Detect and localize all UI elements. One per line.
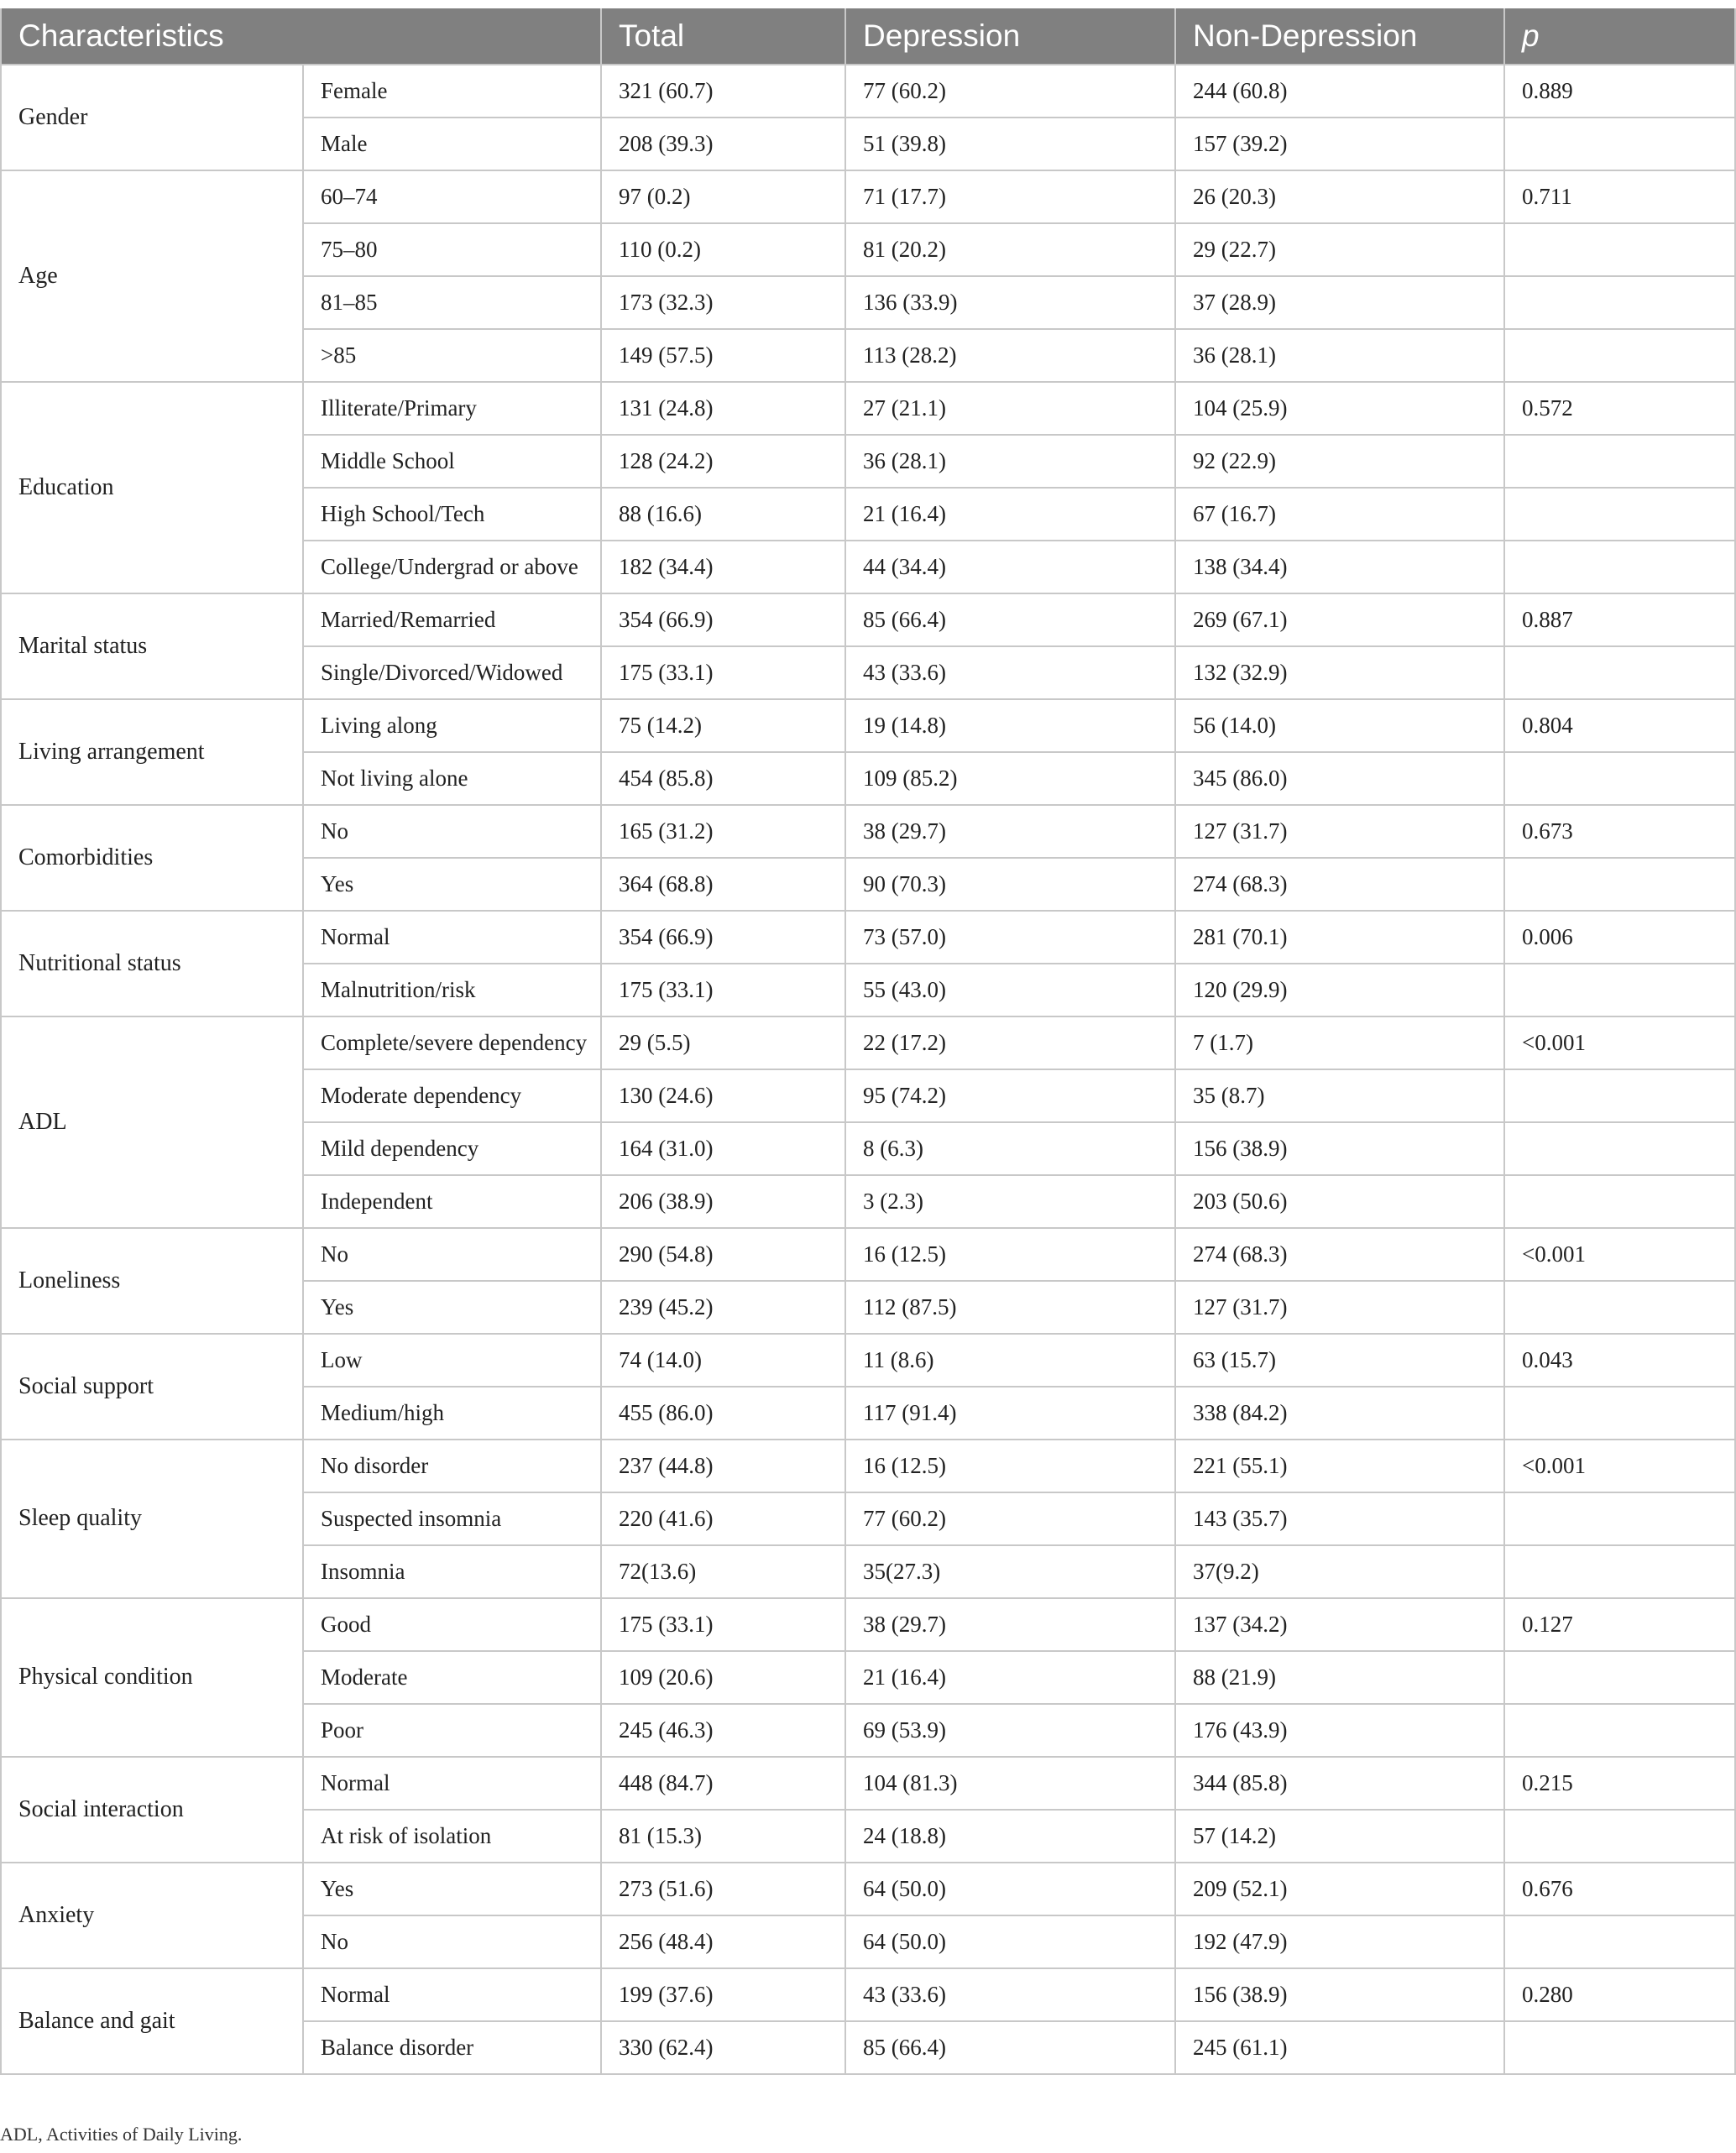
depression-cell: 64 (50.0) — [845, 1915, 1175, 1968]
subcategory-cell: 75–80 — [303, 223, 601, 276]
non-depression-cell: 132 (32.9) — [1175, 646, 1504, 699]
total-cell: 164 (31.0) — [601, 1122, 845, 1175]
non-depression-cell: 203 (50.6) — [1175, 1175, 1504, 1228]
total-cell: 81 (15.3) — [601, 1810, 845, 1863]
p-value-cell — [1504, 1651, 1735, 1704]
non-depression-cell: 120 (29.9) — [1175, 964, 1504, 1016]
total-cell: 75 (14.2) — [601, 699, 845, 752]
depression-cell: 24 (18.8) — [845, 1810, 1175, 1863]
subcategory-cell: High School/Tech — [303, 488, 601, 541]
p-value-cell: 0.711 — [1504, 170, 1735, 223]
depression-cell: 69 (53.9) — [845, 1704, 1175, 1757]
p-value-cell — [1504, 1175, 1735, 1228]
depression-cell: 16 (12.5) — [845, 1228, 1175, 1281]
p-value-cell — [1504, 858, 1735, 911]
header-characteristics: Characteristics — [1, 8, 601, 65]
depression-cell: 85 (66.4) — [845, 2021, 1175, 2074]
non-depression-cell: 63 (15.7) — [1175, 1334, 1504, 1387]
total-cell: 175 (33.1) — [601, 964, 845, 1016]
non-depression-cell: 26 (20.3) — [1175, 170, 1504, 223]
p-value-cell — [1504, 752, 1735, 805]
depression-cell: 71 (17.7) — [845, 170, 1175, 223]
non-depression-cell: 281 (70.1) — [1175, 911, 1504, 964]
total-cell: 330 (62.4) — [601, 2021, 845, 2074]
subcategory-cell: No — [303, 1915, 601, 1968]
characteristic-name: Education — [1, 382, 303, 593]
depression-cell: 90 (70.3) — [845, 858, 1175, 911]
non-depression-cell: 88 (21.9) — [1175, 1651, 1504, 1704]
depression-cell: 36 (28.1) — [845, 435, 1175, 488]
subcategory-cell: Yes — [303, 858, 601, 911]
characteristic-name: Comorbidities — [1, 805, 303, 911]
total-cell: 29 (5.5) — [601, 1016, 845, 1069]
non-depression-cell: 221 (55.1) — [1175, 1440, 1504, 1492]
p-value-cell: 0.006 — [1504, 911, 1735, 964]
depression-cell: 77 (60.2) — [845, 65, 1175, 118]
total-cell: 149 (57.5) — [601, 329, 845, 382]
total-cell: 97 (0.2) — [601, 170, 845, 223]
table-row — [1, 1598, 1735, 1651]
total-cell: 354 (66.9) — [601, 911, 845, 964]
p-value-cell: 0.215 — [1504, 1757, 1735, 1810]
p-value-cell — [1504, 1545, 1735, 1598]
total-cell: 109 (20.6) — [601, 1651, 845, 1704]
non-depression-cell: 37 (28.9) — [1175, 276, 1504, 329]
characteristic-name: Physical condition — [1, 1598, 303, 1757]
table-row — [1, 65, 1735, 118]
total-cell: 110 (0.2) — [601, 223, 845, 276]
p-value-cell — [1504, 1704, 1735, 1757]
depression-cell: 21 (16.4) — [845, 488, 1175, 541]
p-value-cell — [1504, 1069, 1735, 1122]
p-value-cell: 0.887 — [1504, 593, 1735, 646]
non-depression-cell: 57 (14.2) — [1175, 1810, 1504, 1863]
p-value-cell: 0.676 — [1504, 1863, 1735, 1915]
depression-cell: 77 (60.2) — [845, 1492, 1175, 1545]
characteristic-name: Living arrangement — [1, 699, 303, 805]
p-value-cell — [1504, 2021, 1735, 2074]
total-cell: 175 (33.1) — [601, 646, 845, 699]
non-depression-cell: 157 (39.2) — [1175, 118, 1504, 170]
non-depression-cell: 345 (86.0) — [1175, 752, 1504, 805]
characteristic-name: Loneliness — [1, 1228, 303, 1334]
non-depression-cell: 56 (14.0) — [1175, 699, 1504, 752]
p-value-cell — [1504, 329, 1735, 382]
total-cell: 354 (66.9) — [601, 593, 845, 646]
non-depression-cell: 209 (52.1) — [1175, 1863, 1504, 1915]
subcategory-cell: Independent — [303, 1175, 601, 1228]
non-depression-cell: 104 (25.9) — [1175, 382, 1504, 435]
depression-cell: 112 (87.5) — [845, 1281, 1175, 1334]
non-depression-cell: 35 (8.7) — [1175, 1069, 1504, 1122]
non-depression-cell: 344 (85.8) — [1175, 1757, 1504, 1810]
p-value-cell: <0.001 — [1504, 1440, 1735, 1492]
table-row — [1, 1016, 1735, 1069]
subcategory-cell: Female — [303, 65, 601, 118]
subcategory-cell: Not living alone — [303, 752, 601, 805]
subcategory-cell: Good — [303, 1598, 601, 1651]
non-depression-cell: 274 (68.3) — [1175, 858, 1504, 911]
subcategory-cell: 81–85 — [303, 276, 601, 329]
non-depression-cell: 127 (31.7) — [1175, 805, 1504, 858]
characteristic-name: Sleep quality — [1, 1440, 303, 1598]
non-depression-cell: 244 (60.8) — [1175, 65, 1504, 118]
total-cell: 131 (24.8) — [601, 382, 845, 435]
subcategory-cell: Suspected insomnia — [303, 1492, 601, 1545]
table-row — [1, 911, 1735, 964]
p-value-cell: 0.673 — [1504, 805, 1735, 858]
p-value-cell — [1504, 541, 1735, 593]
table-body — [1, 65, 1735, 2074]
table-header — [1, 8, 1735, 65]
p-value-cell — [1504, 1122, 1735, 1175]
p-value-cell — [1504, 488, 1735, 541]
total-cell: 208 (39.3) — [601, 118, 845, 170]
total-cell: 245 (46.3) — [601, 1704, 845, 1757]
total-cell: 220 (41.6) — [601, 1492, 845, 1545]
total-cell: 237 (44.8) — [601, 1440, 845, 1492]
non-depression-cell: 156 (38.9) — [1175, 1122, 1504, 1175]
depression-cell: 51 (39.8) — [845, 118, 1175, 170]
p-value-cell: 0.043 — [1504, 1334, 1735, 1387]
non-depression-cell: 127 (31.7) — [1175, 1281, 1504, 1334]
subcategory-cell: Balance disorder — [303, 2021, 601, 2074]
p-value-cell: 0.889 — [1504, 65, 1735, 118]
depression-cell: 136 (33.9) — [845, 276, 1175, 329]
total-cell: 182 (34.4) — [601, 541, 845, 593]
total-cell: 448 (84.7) — [601, 1757, 845, 1810]
subcategory-cell: No — [303, 805, 601, 858]
subcategory-cell: Living along — [303, 699, 601, 752]
depression-cell: 38 (29.7) — [845, 1598, 1175, 1651]
depression-cell: 81 (20.2) — [845, 223, 1175, 276]
p-value-cell: <0.001 — [1504, 1228, 1735, 1281]
total-cell: 72(13.6) — [601, 1545, 845, 1598]
depression-cell: 8 (6.3) — [845, 1122, 1175, 1175]
table-row — [1, 805, 1735, 858]
table-row — [1, 170, 1735, 223]
depression-cell: 16 (12.5) — [845, 1440, 1175, 1492]
non-depression-cell: 92 (22.9) — [1175, 435, 1504, 488]
p-value-cell — [1504, 435, 1735, 488]
header-depression: Depression — [845, 8, 1175, 65]
depression-cell: 38 (29.7) — [845, 805, 1175, 858]
header-total: Total — [601, 8, 845, 65]
non-depression-cell: 36 (28.1) — [1175, 329, 1504, 382]
p-value-cell: 0.572 — [1504, 382, 1735, 435]
characteristic-name: Social interaction — [1, 1757, 303, 1863]
subcategory-cell: Middle School — [303, 435, 601, 488]
subcategory-cell: Normal — [303, 1968, 601, 2021]
non-depression-cell: 192 (47.9) — [1175, 1915, 1504, 1968]
depression-cell: 19 (14.8) — [845, 699, 1175, 752]
depression-cell: 113 (28.2) — [845, 329, 1175, 382]
total-cell: 454 (85.8) — [601, 752, 845, 805]
total-cell: 321 (60.7) — [601, 65, 845, 118]
characteristic-name: Nutritional status — [1, 911, 303, 1016]
depression-cell: 3 (2.3) — [845, 1175, 1175, 1228]
depression-cell: 44 (34.4) — [845, 541, 1175, 593]
table-row — [1, 699, 1735, 752]
p-value-cell: 0.804 — [1504, 699, 1735, 752]
characteristic-name: Social support — [1, 1334, 303, 1440]
p-value-cell — [1504, 1387, 1735, 1440]
subcategory-cell: Yes — [303, 1281, 601, 1334]
depression-cell: 43 (33.6) — [845, 1968, 1175, 2021]
subcategory-cell: Poor — [303, 1704, 601, 1757]
total-cell: 88 (16.6) — [601, 488, 845, 541]
characteristic-name: Anxiety — [1, 1863, 303, 1968]
depression-cell: 35(27.3) — [845, 1545, 1175, 1598]
total-cell: 165 (31.2) — [601, 805, 845, 858]
subcategory-cell: Mild dependency — [303, 1122, 601, 1175]
subcategory-cell: Moderate — [303, 1651, 601, 1704]
total-cell: 239 (45.2) — [601, 1281, 845, 1334]
depression-cell: 27 (21.1) — [845, 382, 1175, 435]
p-value-cell — [1504, 1492, 1735, 1545]
subcategory-cell: Single/Divorced/Widowed — [303, 646, 601, 699]
total-cell: 173 (32.3) — [601, 276, 845, 329]
subcategory-cell: >85 — [303, 329, 601, 382]
table-row — [1, 1228, 1735, 1281]
subcategory-cell: 60–74 — [303, 170, 601, 223]
depression-cell: 109 (85.2) — [845, 752, 1175, 805]
non-depression-cell: 143 (35.7) — [1175, 1492, 1504, 1545]
characteristic-name: ADL — [1, 1016, 303, 1228]
table-row — [1, 1863, 1735, 1915]
p-value-cell — [1504, 646, 1735, 699]
p-value-cell — [1504, 964, 1735, 1016]
depression-cell: 64 (50.0) — [845, 1863, 1175, 1915]
depression-cell: 117 (91.4) — [845, 1387, 1175, 1440]
total-cell: 290 (54.8) — [601, 1228, 845, 1281]
p-value-cell: <0.001 — [1504, 1016, 1735, 1069]
depression-cell: 85 (66.4) — [845, 593, 1175, 646]
p-value-cell — [1504, 223, 1735, 276]
depression-cell: 11 (8.6) — [845, 1334, 1175, 1387]
p-value-cell — [1504, 1281, 1735, 1334]
header-non-depression: Non-Depression — [1175, 8, 1504, 65]
p-value-cell: 0.127 — [1504, 1598, 1735, 1651]
subcategory-cell: Male — [303, 118, 601, 170]
p-value-cell: 0.280 — [1504, 1968, 1735, 2021]
total-cell: 74 (14.0) — [601, 1334, 845, 1387]
table-row — [1, 1968, 1735, 2021]
non-depression-cell: 37(9.2) — [1175, 1545, 1504, 1598]
subcategory-cell: No — [303, 1228, 601, 1281]
p-value-cell — [1504, 276, 1735, 329]
subcategory-cell: Normal — [303, 1757, 601, 1810]
total-cell: 206 (38.9) — [601, 1175, 845, 1228]
total-cell: 199 (37.6) — [601, 1968, 845, 2021]
non-depression-cell: 245 (61.1) — [1175, 2021, 1504, 2074]
table-row — [1, 1757, 1735, 1810]
depression-cell: 73 (57.0) — [845, 911, 1175, 964]
total-cell: 175 (33.1) — [601, 1598, 845, 1651]
total-cell: 273 (51.6) — [601, 1863, 845, 1915]
depression-cell: 104 (81.3) — [845, 1757, 1175, 1810]
p-value-cell — [1504, 1810, 1735, 1863]
characteristic-name: Balance and gait — [1, 1968, 303, 2074]
header-p-value: p — [1504, 8, 1735, 65]
subcategory-cell: Complete/severe dependency — [303, 1016, 601, 1069]
table-footnote: ADL, Activities of Daily Living. — [0, 2124, 243, 2145]
table-row — [1, 1334, 1735, 1387]
subcategory-cell: At risk of isolation — [303, 1810, 601, 1863]
depression-cell: 43 (33.6) — [845, 646, 1175, 699]
characteristics-table — [0, 8, 1736, 2075]
subcategory-cell: Yes — [303, 1863, 601, 1915]
characteristic-name: Age — [1, 170, 303, 382]
total-cell: 364 (68.8) — [601, 858, 845, 911]
subcategory-cell: Moderate dependency — [303, 1069, 601, 1122]
characteristic-name: Gender — [1, 65, 303, 170]
characteristic-name: Marital status — [1, 593, 303, 699]
table-row — [1, 382, 1735, 435]
subcategory-cell: Married/Remarried — [303, 593, 601, 646]
p-value-cell — [1504, 1915, 1735, 1968]
non-depression-cell: 7 (1.7) — [1175, 1016, 1504, 1069]
subcategory-cell: College/Undergrad or above — [303, 541, 601, 593]
subcategory-cell: Medium/high — [303, 1387, 601, 1440]
subcategory-cell: Low — [303, 1334, 601, 1387]
non-depression-cell: 274 (68.3) — [1175, 1228, 1504, 1281]
subcategory-cell: Illiterate/Primary — [303, 382, 601, 435]
non-depression-cell: 29 (22.7) — [1175, 223, 1504, 276]
depression-cell: 95 (74.2) — [845, 1069, 1175, 1122]
non-depression-cell: 137 (34.2) — [1175, 1598, 1504, 1651]
subcategory-cell: Malnutrition/risk — [303, 964, 601, 1016]
non-depression-cell: 138 (34.4) — [1175, 541, 1504, 593]
non-depression-cell: 176 (43.9) — [1175, 1704, 1504, 1757]
non-depression-cell: 269 (67.1) — [1175, 593, 1504, 646]
p-value-cell — [1504, 118, 1735, 170]
subcategory-cell: Insomnia — [303, 1545, 601, 1598]
table-row — [1, 593, 1735, 646]
total-cell: 256 (48.4) — [601, 1915, 845, 1968]
total-cell: 128 (24.2) — [601, 435, 845, 488]
header-row — [1, 8, 1735, 65]
subcategory-cell: Normal — [303, 911, 601, 964]
total-cell: 130 (24.6) — [601, 1069, 845, 1122]
subcategory-cell: No disorder — [303, 1440, 601, 1492]
depression-cell: 22 (17.2) — [845, 1016, 1175, 1069]
depression-cell: 21 (16.4) — [845, 1651, 1175, 1704]
table-row — [1, 1440, 1735, 1492]
non-depression-cell: 156 (38.9) — [1175, 1968, 1504, 2021]
characteristics-table-container — [0, 8, 1734, 2075]
total-cell: 455 (86.0) — [601, 1387, 845, 1440]
depression-cell: 55 (43.0) — [845, 964, 1175, 1016]
non-depression-cell: 67 (16.7) — [1175, 488, 1504, 541]
non-depression-cell: 338 (84.2) — [1175, 1387, 1504, 1440]
